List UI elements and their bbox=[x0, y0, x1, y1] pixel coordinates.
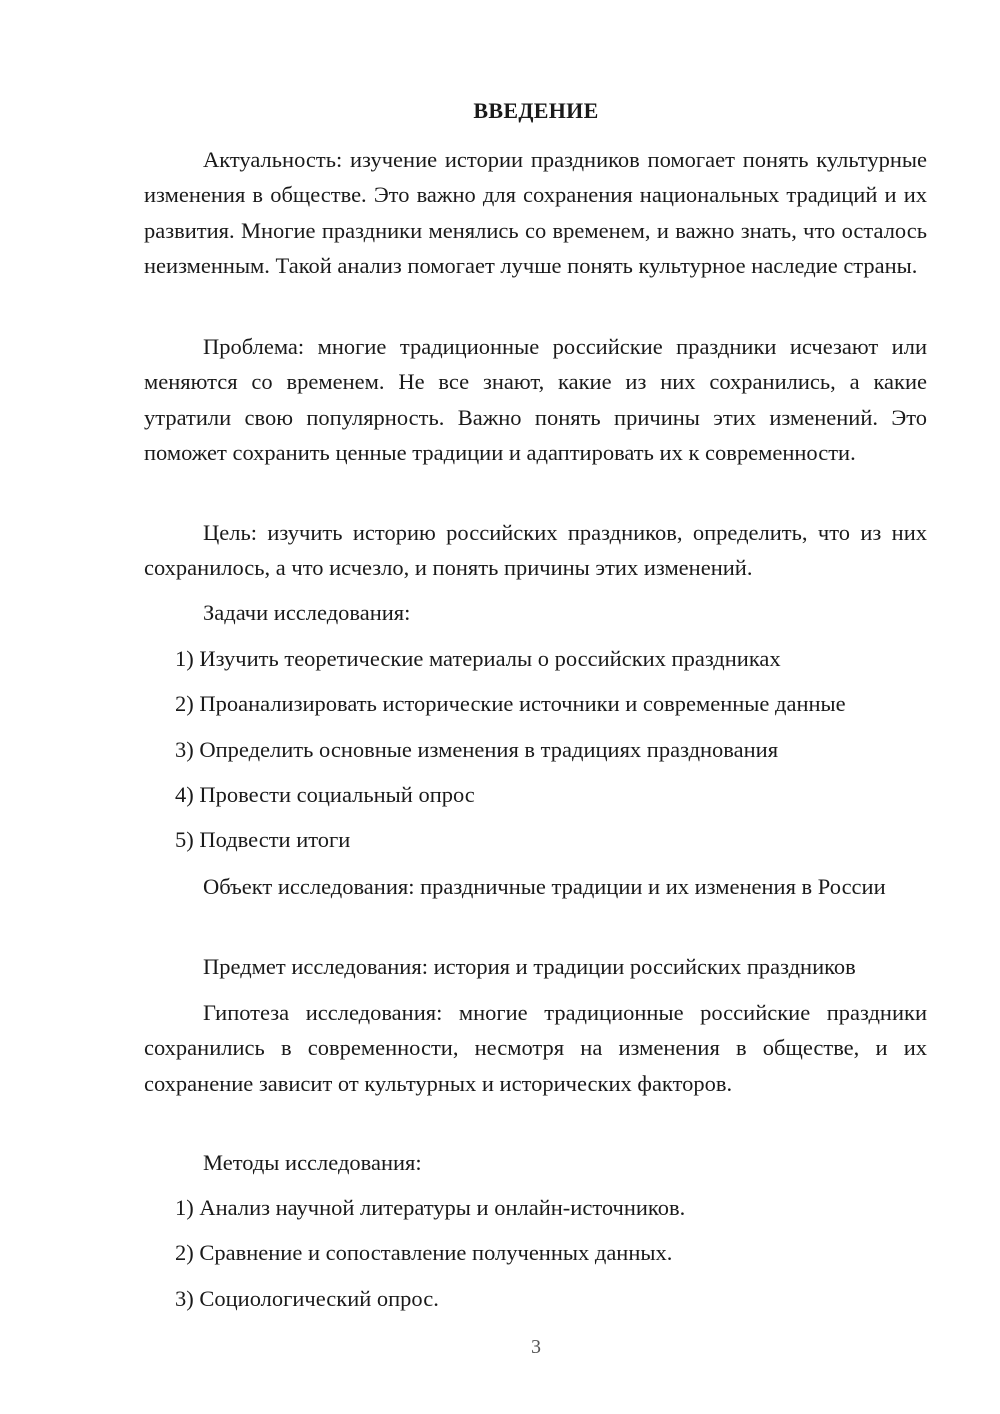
object-paragraph: Объект исследования: праздничные традиции и их изменения в России bbox=[203, 874, 886, 899]
method-item: 3) Социологический опрос. bbox=[175, 1286, 439, 1311]
tasks-heading: Задачи исследования: bbox=[203, 600, 411, 625]
hypothesis-paragraph: Гипотеза исследования: многие традиционные российские праздники сохранились в современности, несмотря на изменения в обществе, и их сохранение зависит от культурных и исторических факторов. bbox=[144, 1000, 927, 1096]
section-heading: ВВЕДЕНИЕ bbox=[473, 98, 599, 123]
method-item: 2) Сравнение и сопоставление полученных данных. bbox=[175, 1240, 673, 1265]
goal-paragraph: Цель: изучить историю российских праздников, определить, что из них сохранилось, а что исчезло, и понять причины этих изменений. bbox=[144, 520, 927, 581]
task-item: 5) Подвести итоги bbox=[175, 827, 351, 852]
task-item: 2) Проанализировать исторические источники и современные данные bbox=[175, 691, 846, 716]
relevance-paragraph: Актуальность: изучение истории праздников помогает понять культурные изменения в обществе. Это важно для сохранения национальных традиций и их развития. Многие праздники менялись со временем, и важно знать, что осталось неизменным. Такой анализ помогает лучше понять культурное наследие страны. bbox=[144, 147, 927, 278]
subject-paragraph: Предмет исследования: история и традиции российских праздников bbox=[203, 954, 856, 979]
task-item: 1) Изучить теоретические материалы о российских праздниках bbox=[175, 646, 781, 671]
task-item: 3) Определить основные изменения в традициях празднования bbox=[175, 737, 779, 762]
method-item: 1) Анализ научной литературы и онлайн-источников. bbox=[175, 1195, 686, 1220]
methods-heading: Методы исследования: bbox=[203, 1150, 422, 1175]
task-item: 4) Провести социальный опрос bbox=[175, 782, 475, 807]
problem-paragraph: Проблема: многие традиционные российские праздники исчезают или меняются со временем. Не все знают, какие из них сохранились, а какие утратили свою популярность. Важно понять причины этих изменений. Это поможет сохранить ценные традиции и адаптировать их к современности. bbox=[144, 334, 927, 465]
page-number: 3 bbox=[531, 1336, 541, 1358]
